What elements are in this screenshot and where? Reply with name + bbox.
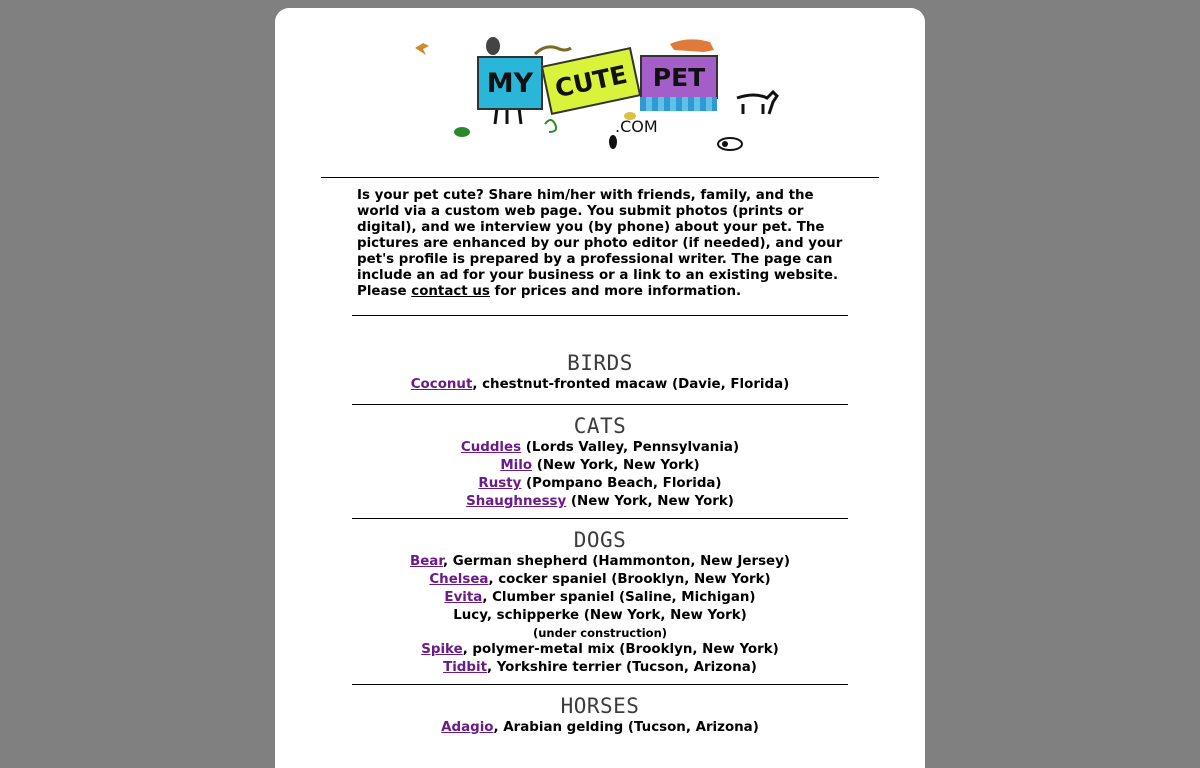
pet-link-bear[interactable]: Bear <box>410 554 443 569</box>
pet-link-tidbit[interactable]: Tidbit <box>443 660 487 675</box>
pet-link-cuddles[interactable]: Cuddles <box>460 440 522 455</box>
pet-link-evita[interactable]: Evita <box>444 590 483 605</box>
divider <box>321 177 879 178</box>
list-item <box>352 376 848 394</box>
list-item <box>352 659 848 677</box>
contact-us-link[interactable]: contact us <box>411 284 490 299</box>
pet-desc: , cocker spaniel (Brooklyn, New York) <box>488 572 771 587</box>
list-item <box>352 571 848 589</box>
logo-suffix: .COM <box>615 117 658 136</box>
divider <box>352 684 848 685</box>
intro-text-end: for prices and more information. <box>489 284 742 299</box>
section-title: HORSES <box>560 694 640 718</box>
section-birds <box>352 350 848 394</box>
pet-link-shaughnessy[interactable]: Shaughnessy <box>466 494 567 509</box>
pet-desc: , chestnut-fronted macaw (Davie, Florida) <box>472 377 790 392</box>
list-item <box>352 553 848 571</box>
list-item: Lucy, schipperke (New York, New York) <box>453 608 747 623</box>
divider <box>352 404 848 405</box>
under-construction-note: (under construction) <box>532 626 668 640</box>
pet-desc: , Arabian gelding (Tucson, Arizona) <box>493 720 759 735</box>
divider <box>352 518 848 519</box>
logo-word-cute: CUTE <box>541 47 641 115</box>
pet-desc: (Pompano Beach, Florida) <box>521 476 722 491</box>
section-title: BIRDS <box>567 351 633 375</box>
pet-link-chelsea[interactable]: Chelsea <box>429 572 489 587</box>
pet-desc: (New York, New York) <box>566 494 734 509</box>
horse-right-icon <box>737 92 777 114</box>
pet-desc: , Yorkshire terrier (Tucson, Arizona) <box>486 660 757 675</box>
section-title: DOGS <box>573 528 627 552</box>
intro-text: Is your pet cute? Share him/her with friends, family, and the world via a custom web page. You submit photos (prints or digital), and we interview you (by phone) about your pet. The pictures are enhanced by our photo editor (if needed), and your pet's profile is prepared by a professional writer. The page can include an ad for your business or a link to an existing website. Please <box>357 188 843 299</box>
list-item <box>352 641 848 659</box>
section-cats <box>352 413 848 511</box>
list-item <box>352 493 848 511</box>
cow-icon <box>718 138 742 150</box>
section-horses <box>352 693 848 737</box>
pet-desc: (New York, New York) <box>532 458 700 473</box>
section-title: CATS <box>573 414 627 438</box>
list-item <box>352 439 848 457</box>
logo-word-pet: PET <box>640 55 718 99</box>
list-item <box>352 457 848 475</box>
horse-icon <box>495 108 521 124</box>
section-dogs <box>352 527 848 677</box>
pet-link-rusty[interactable]: Rusty <box>478 476 522 491</box>
monkey-icon <box>535 47 571 54</box>
bird-icon <box>415 43 429 55</box>
pet-desc: , polymer-metal mix (Brooklyn, New York) <box>462 642 779 657</box>
divider <box>352 315 848 316</box>
logo-water-strip <box>640 97 717 111</box>
logo-word-my: MY <box>477 56 543 110</box>
list-item <box>352 475 848 493</box>
page-container <box>275 8 925 768</box>
pet-desc: , Clumber spaniel (Saline, Michigan) <box>482 590 756 605</box>
list-item <box>352 589 848 607</box>
list-item <box>352 719 848 737</box>
dog-icon <box>486 37 500 55</box>
pet-link-milo[interactable]: Milo <box>500 458 533 473</box>
pet-desc: , German shepherd (Hammonton, New Jersey) <box>442 554 790 569</box>
intro-paragraph <box>357 188 857 300</box>
snake-icon <box>545 120 556 132</box>
pet-desc: (Lords Valley, Pennsylvania) <box>521 440 740 455</box>
cat-icon <box>670 39 714 52</box>
pet-link-coconut[interactable]: Coconut <box>410 377 473 392</box>
penguin-icon <box>609 135 617 149</box>
turtle-icon <box>454 127 470 137</box>
pet-link-spike[interactable]: Spike <box>421 642 463 657</box>
pet-link-adagio[interactable]: Adagio <box>441 720 494 735</box>
site-logo[interactable] <box>415 34 785 152</box>
